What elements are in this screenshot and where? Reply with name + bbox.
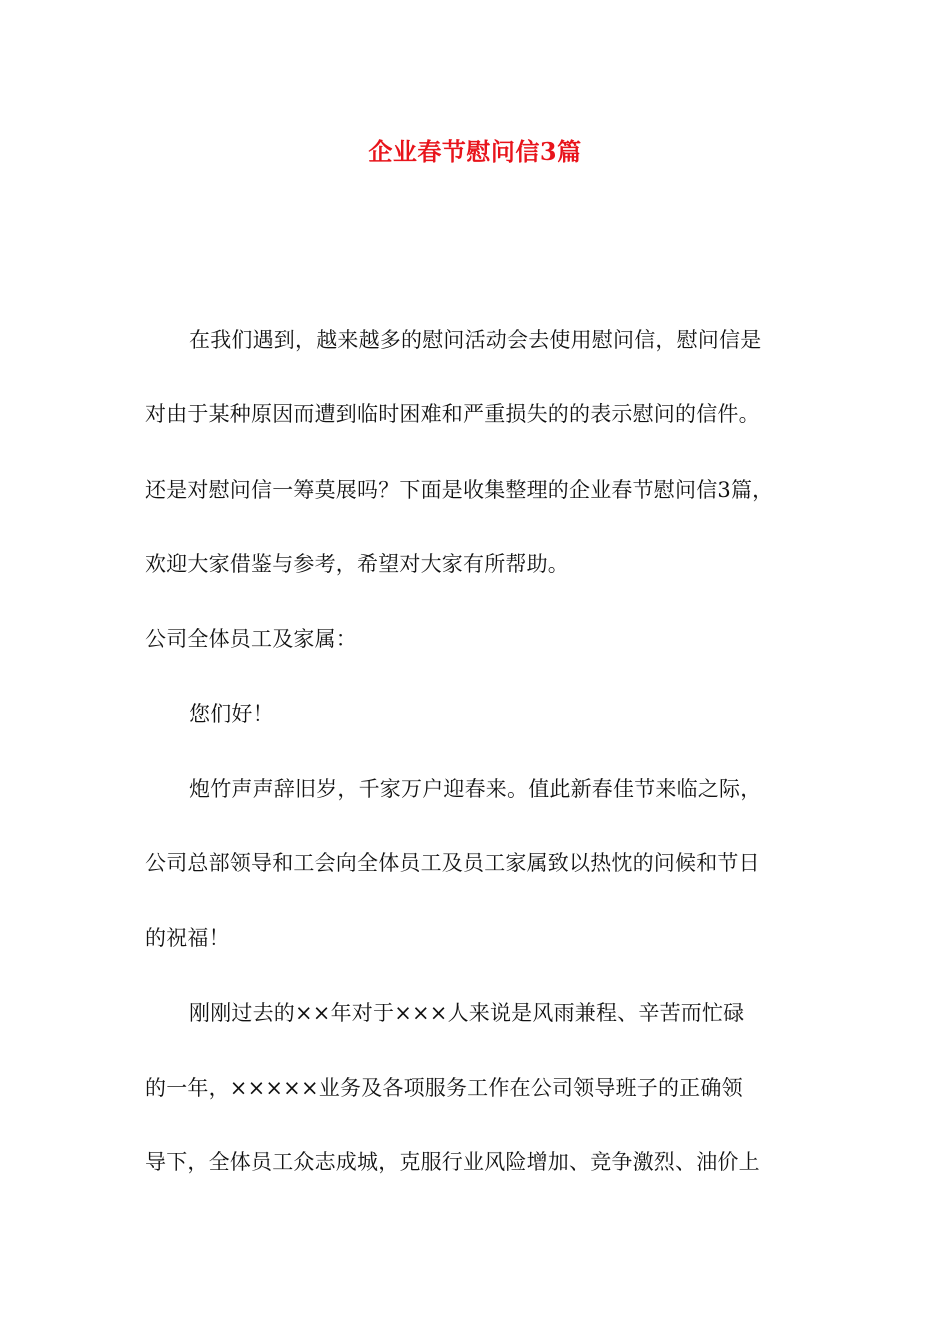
paragraph-line: 炮竹声声辞旧岁，千家万户迎春来。值此新春佳节来临之际， xyxy=(189,777,762,801)
paragraph-line: 在我们遇到，越来越多的慰问活动会去使用慰问信，慰问信是 xyxy=(189,328,762,352)
paragraph-line: 刚刚过去的××年对于×××人来说是风雨兼程、辛苦而忙碌 xyxy=(189,1001,745,1025)
greeting-line: 您们好！ xyxy=(189,702,274,726)
paragraph-line: 欢迎大家借鉴与参考，希望对大家有所帮助。 xyxy=(145,552,569,576)
paragraph-line: 公司总部领导和工会向全体员工及员工家属致以热忱的问候和节日 xyxy=(145,851,760,875)
paragraph-line: 对由于某种原因而遭到临时困难和严重损失的的表示慰问的信件。 xyxy=(145,402,760,426)
paragraph-line: 的祝福！ xyxy=(145,926,230,950)
salutation-line: 公司全体员工及家属： xyxy=(145,627,357,651)
paragraph-line: 导下，全体员工众志成城，克服行业风险增加、竞争激烈、油价上 xyxy=(145,1150,760,1174)
document-title: 企业春节慰问信3篇 xyxy=(368,137,582,166)
paragraph-line: 还是对慰问信一筹莫展吗？下面是收集整理的企业春节慰问信3篇， xyxy=(145,478,774,502)
paragraph-line: 的一年，×××××业务及各项服务工作在公司领导班子的正确领 xyxy=(145,1076,743,1100)
